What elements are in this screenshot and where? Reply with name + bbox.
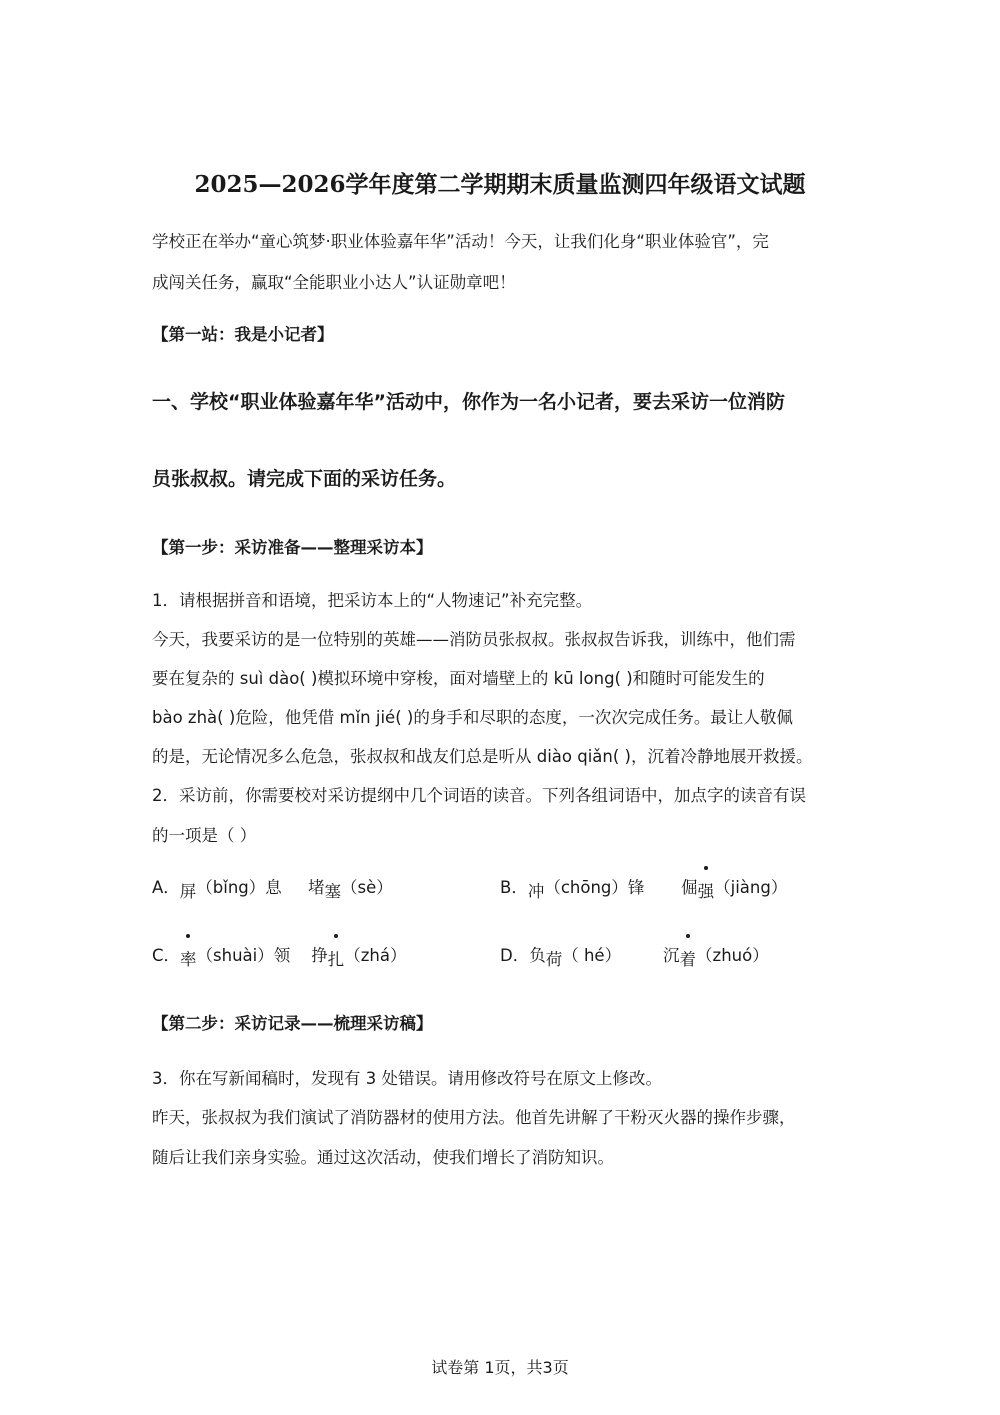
step1-heading: 【第一步：采访准备——整理采访本】 — [152, 538, 433, 557]
option-b-char-1: 冲 — [527, 882, 545, 901]
option-c-pinyin-1: （shuài）领 — [196, 946, 291, 965]
q2-prompt-line-2: 的一项是（ ） — [152, 826, 257, 845]
q2-prompt-line-1: 2．采访前，你需要校对采访提纲中几个词语的读音。下列各组词语中，加点字的读音有误 — [152, 786, 806, 805]
q1-text-line-2: 要在复杂的 suì dào( )模拟环境中穿梭，面对墙壁上的 kū long( )和随时可能发生的 — [152, 669, 765, 688]
option-b-pinyin-2: （jiàng） — [714, 878, 788, 897]
q3-text-line-1: 昨天，张叔叔为我们演试了消防器材的使用方法。他首先讲解了干粉灭火器的操作步骤， — [152, 1108, 796, 1127]
option-b-label: B． — [500, 878, 528, 897]
q1-text-line-3: bào zhà( )危险，他凭借 mǐn jié( )的身手和尽职的态度，一次次完成任务。最让人敬佩 — [152, 708, 793, 727]
page-footer: 试卷第 1页，共3页 — [431, 1358, 569, 1377]
intro-line-2: 成闯关任务，赢取“全能职业小达人”认证勋章吧！ — [152, 273, 516, 292]
q1-prompt: 1．请根据拼音和语境，把采访本上的“人物速记”补充完整。 — [152, 591, 593, 610]
option-a-char-1: 屏 — [179, 882, 197, 901]
option-a-label: A． — [152, 878, 180, 897]
station-heading: 【第一站：我是小记者】 — [152, 325, 334, 344]
option-a[interactable] — [152, 876, 393, 900]
option-c-char-2: 挣 — [311, 946, 328, 965]
option-c-label: C． — [152, 946, 181, 965]
q3-text-line-2: 随后让我们亲身实验。通过这次活动，使我们增长了消防知识。 — [152, 1148, 614, 1167]
option-d-pinyin-1: （ hé） — [562, 946, 622, 965]
option-a-char-3: 塞 — [324, 882, 342, 901]
option-c-pinyin-2: （zhá） — [344, 946, 407, 965]
option-a-char-2: 堵 — [308, 878, 325, 897]
option-d-char-3: 沉 — [663, 946, 680, 965]
option-b-char-dotted: 强 — [698, 880, 715, 904]
option-c[interactable] — [152, 944, 406, 968]
option-d-char-2: 荷 — [545, 950, 563, 969]
option-a-pinyin-1: （bǐng）息 — [196, 878, 282, 897]
page-title: 2025—2026学年度第二学期期末质量监测四年级语文试题 — [194, 171, 806, 198]
q1-text-line-4: 的是，无论情况多么危急，张叔叔和战友们总是听从 diào qiǎn( )，沉着冷静地展开救援。 — [152, 747, 813, 766]
option-d-label: D． — [500, 946, 530, 965]
q1-text-line-1: 今天，我要采访的是一位特别的英雄——消防员张叔叔。张叔叔告诉我，训练中，他们需 — [152, 630, 796, 649]
option-d-char-dotted: 着 — [680, 948, 697, 972]
option-c-char-dotted-2: 扎 — [328, 948, 345, 972]
option-b-char-2: 倔 — [681, 878, 698, 897]
option-b-pinyin-1: （chōng）锋 — [544, 878, 645, 897]
q3-prompt: 3．你在写新闻稿时，发现有 3 处错误。请用修改符号在原文上修改。 — [152, 1069, 662, 1088]
section-heading-line-2: 员张叔叔。请完成下面的采访任务。 — [152, 468, 457, 490]
section-heading-line-1: 一、学校“职业体验嘉年华”活动中，你作为一名小记者，要去采访一位消防 — [152, 391, 785, 413]
option-d-char-1: 负 — [529, 946, 546, 965]
option-a-pinyin-2: （sè） — [341, 878, 393, 897]
option-d-pinyin-2: （zhuó） — [696, 946, 769, 965]
option-d[interactable] — [500, 944, 769, 968]
step2-heading: 【第二步：采访记录——梳理采访稿】 — [152, 1014, 433, 1033]
option-c-char-dotted: 率 — [180, 948, 197, 972]
option-b[interactable] — [500, 876, 787, 900]
intro-line-1: 学校正在举办“童心筑梦·职业体验嘉年华”活动！今天，让我们化身“职业体验官”，完 — [152, 232, 769, 251]
